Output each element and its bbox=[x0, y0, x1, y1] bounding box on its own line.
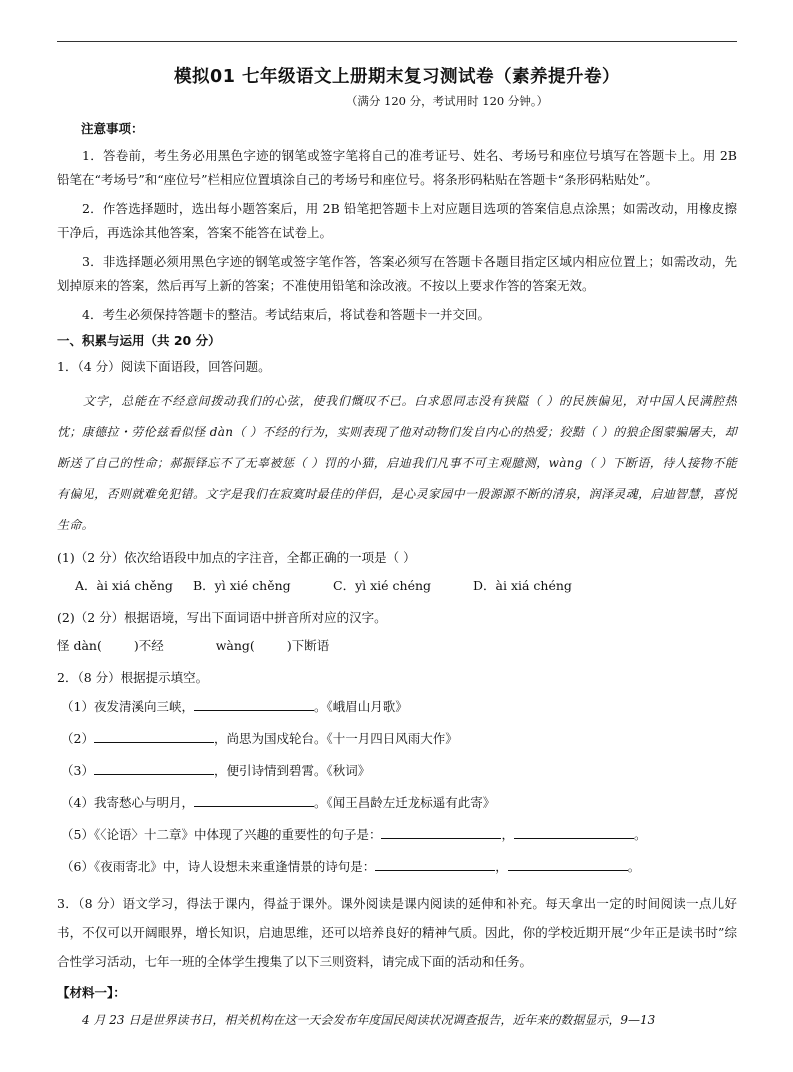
answer-blank[interactable] bbox=[514, 826, 634, 839]
fill-prompt: （5）《〈论语〉十二章》中体现了兴趣的重要性的句子是： bbox=[61, 827, 382, 842]
pinyin-fill-row bbox=[57, 637, 737, 655]
fill-line-6 bbox=[61, 857, 737, 877]
fill-prompt: （1）夜发清溪向三峡， bbox=[61, 699, 194, 714]
pinyin-item-1-tail: )不经 bbox=[133, 638, 164, 653]
fill-line-2 bbox=[61, 729, 737, 749]
answer-blank[interactable] bbox=[381, 826, 501, 839]
question-1-passage: 文字，总能在不经意间拨动我们的心弦，使我们慨叹不已。白求恩同志没有狭隘（ ）的民族偏见，对中国人民满腔热忱；康德拉・劳伦兹看似怪 dàn（ ）不经的行为，实则表现了他对动物们发自内心的热爱；狡黠（ ）的狼企图蒙骗屠夫，却断送了自己的性命；郝振铎忘不了无辜被惩（ ）罚的小猫，启迪我们凡事不可主观臆测，wàng（ ）下断语，待人接物不能有偏见，否则就难免犯错。文字是我们在寂寞时最佳的伴侣，是心灵家园中一股源源不断的清泉，润泽灵魂，启迪智慧，喜悦生命。 bbox=[57, 394, 737, 532]
option-b[interactable]: B．yì xié chěng bbox=[193, 578, 291, 593]
top-rule bbox=[57, 41, 737, 42]
question-3-text: 3．（8 分）语文学习，得法于课内，得益于课外。课外阅读是课内阅读的延伸和补充。每天拿出一定的时间阅读一点儿好书，不仅可以开阔眼界，增长知识，启迪思维，还可以培养良好的精神气质。因此，你的学校近期开展“少年正是读书时”综合性学习活动，七年一班的全体学生搜集了以下三则资料，请完成下面的活动和任务。 bbox=[57, 896, 737, 969]
question-1-options bbox=[75, 577, 737, 595]
fill-prompt: （3） bbox=[61, 763, 94, 778]
fill-line-3 bbox=[61, 761, 737, 781]
notice-heading: 注意事项： bbox=[81, 121, 144, 136]
question-1-sub2: (2)（2 分）根据语境，写出下面词语中拼音所对应的汉字。 bbox=[57, 610, 387, 625]
notice-item: 3．非选择题必须用黑色字迹的钢笔或签字笔作答，答案必须写在答题卡各题目指定区域内相应位置上；如需改动，先划掉原来的答案，然后再写上新的答案；不准使用铅笔和涂改液。不按以上要求作答的答案无效。 bbox=[57, 254, 737, 293]
exam-page bbox=[57, 60, 737, 1030]
pinyin-item-2: wàng( bbox=[215, 638, 255, 653]
fill-source: ，便引诗情到碧霄。《秋词》 bbox=[213, 763, 371, 778]
fill-source: ，尚思为国戍轮台。《十一月四日风雨大作》 bbox=[213, 731, 458, 746]
answer-blank[interactable] bbox=[194, 698, 314, 711]
answer-blank[interactable] bbox=[94, 762, 214, 775]
fill-prompt: （2） bbox=[61, 731, 94, 746]
question-1-sub1: (1)（2 分）依次给语段中加点的字注音，全都正确的一项是（ ） bbox=[57, 550, 416, 565]
fill-line-1 bbox=[61, 697, 737, 717]
answer-blank[interactable] bbox=[94, 730, 214, 743]
fill-period: 。 bbox=[627, 859, 641, 874]
notice-item: 4．考生必须保持答题卡的整洁。考试结束后，将试卷和答题卡一并交回。 bbox=[82, 307, 490, 322]
fill-source: 。《闻王昌龄左迁龙标遥有此寄》 bbox=[313, 795, 496, 810]
option-d[interactable]: D．ài xiá chéng bbox=[473, 578, 572, 593]
option-a[interactable]: A．ài xiá chěng bbox=[75, 578, 173, 593]
fill-prompt: （6）《夜雨寄北》中，诗人设想未来重逢情景的诗句是： bbox=[61, 859, 376, 874]
fill-source: 。《峨眉山月歌》 bbox=[313, 699, 408, 714]
notice-item: 1．答卷前，考生务必用黑色字迹的钢笔或签字笔将自己的准考证号、姓名、考场号和座位号填写在答题卡上。用 2B 铅笔在“考场号”和“座位号”栏相应位置填涂自己的考场号和座位号。将条形码粘贴在答题卡“条形码粘贴处”。 bbox=[57, 148, 737, 187]
fill-comma: ， bbox=[501, 827, 514, 842]
fill-prompt: （4）我寄愁心与明月， bbox=[61, 795, 194, 810]
pinyin-item-1: 怪 dàn( bbox=[57, 638, 102, 653]
notice-item: 2．作答选择题时，选出每小题答案后，用 2B 铅笔把答题卡上对应题目选项的答案信息点涂黑；如需改动，用橡皮擦干净后，再选涂其他答案，答案不能答在试卷上。 bbox=[57, 201, 737, 240]
fill-line-4 bbox=[61, 793, 737, 813]
answer-blank[interactable] bbox=[375, 858, 495, 871]
exam-subtitle: （满分 120 分，考试用时 120 分钟。） bbox=[345, 94, 549, 108]
question-2-stem: 2．（8 分）根据提示填空。 bbox=[57, 670, 209, 685]
fill-comma: ， bbox=[495, 859, 508, 874]
option-c[interactable]: C．yì xié chéng bbox=[333, 578, 432, 593]
material-heading: 【材料一】： bbox=[57, 985, 126, 1000]
material-text: 4 月 23 日是世界读书日，相关机构在这一天会发布年度国民阅读状况调查报告，近年来的数据显示，9—13 bbox=[82, 1013, 656, 1027]
answer-blank[interactable] bbox=[194, 794, 314, 807]
section-heading: 一、积累与运用（共 20 分） bbox=[57, 333, 221, 348]
answer-blank[interactable] bbox=[508, 858, 628, 871]
question-1-stem: 1．（4 分）阅读下面语段，回答问题。 bbox=[57, 359, 271, 374]
pinyin-item-2-tail: )下断语 bbox=[286, 638, 330, 653]
fill-line-5 bbox=[61, 825, 737, 845]
fill-period: 。 bbox=[633, 827, 647, 842]
page-title: 模拟01 七年级语文上册期末复习测试卷（素养提升卷） bbox=[174, 67, 620, 87]
